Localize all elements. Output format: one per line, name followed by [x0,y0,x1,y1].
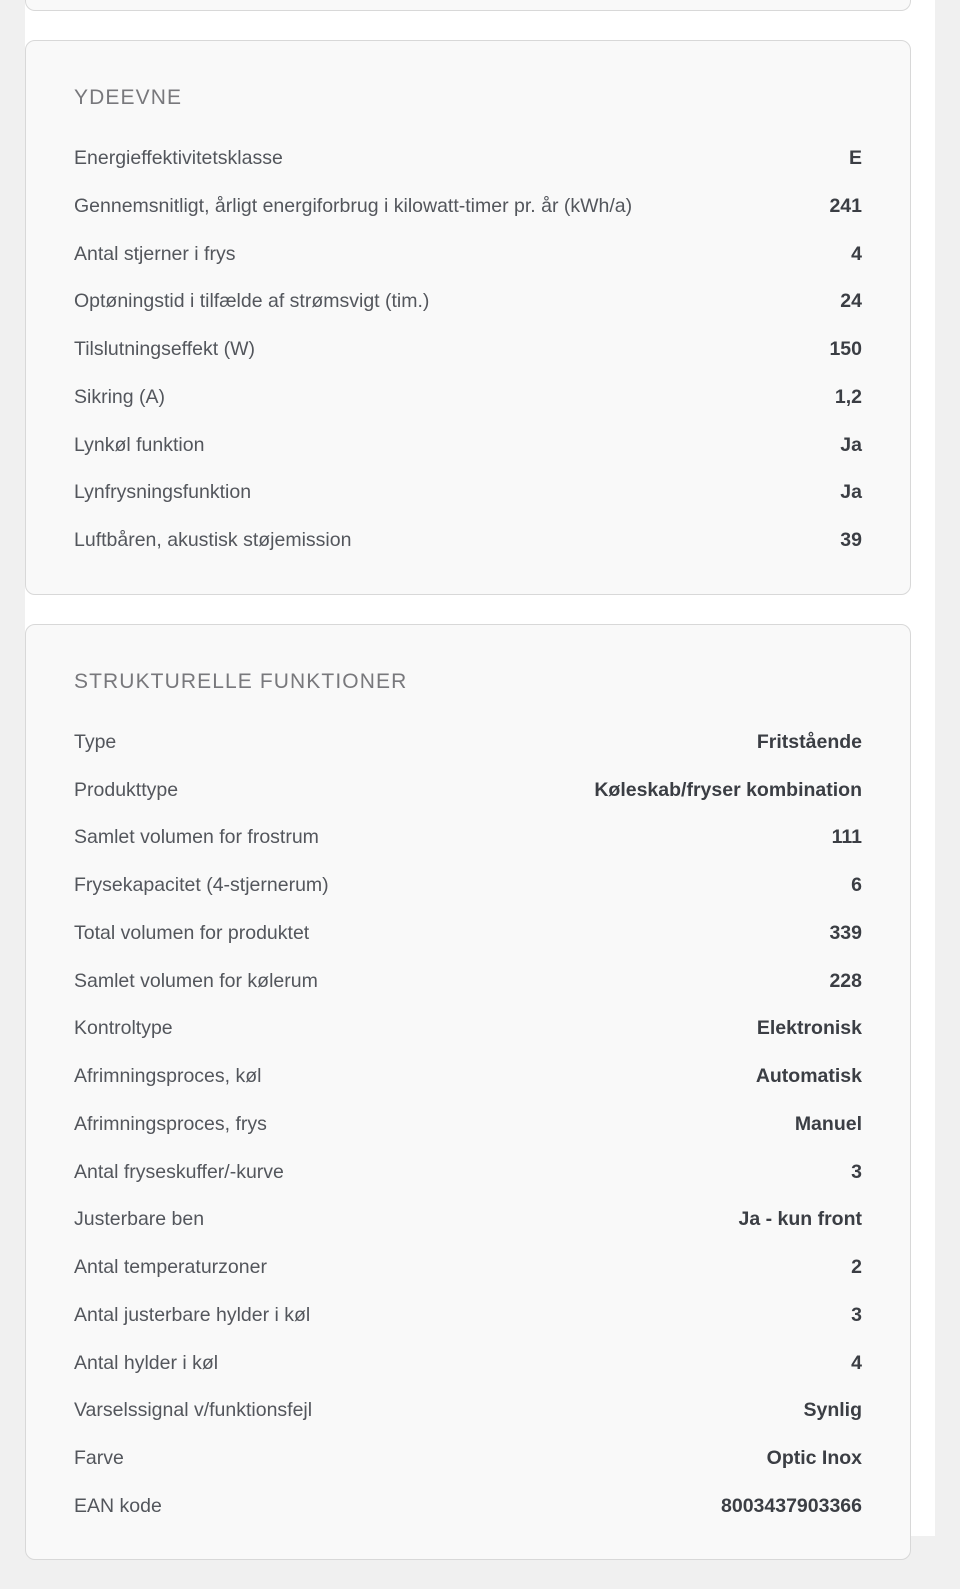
spec-row [74,730,862,778]
spec-row [74,1112,862,1160]
spec-label: Luftbåren, akustisk støjemission [74,529,352,552]
spec-value: 4 [851,242,862,265]
spec-value: 39 [840,529,862,552]
spec-value: 150 [829,338,862,361]
spec-label: Samlet volumen for kølerum [74,969,318,992]
spec-value: Elektronisk [756,1017,862,1040]
spec-value: 1,2 [834,385,862,408]
section-title: YDEEVNE [74,86,183,109]
spec-card-body [26,41,910,594]
spec-value: E [848,147,862,170]
spec-label: Varselssignal v/funktionsfejl [74,1399,313,1422]
spec-label: Gennemsnitligt, årligt energiforbrug i kilowatt-timer pr. år (kWh/a) [74,194,633,217]
spec-value: 3 [851,1160,862,1183]
spec-label: Optøningstid i tilfælde af strømsvigt (tim.) [74,290,430,313]
spec-value: Synlig [803,1399,862,1422]
spec-label: Type [74,730,117,753]
spec-value: 8003437903366 [721,1494,862,1517]
spec-value: Køleskab/fryser kombination [594,778,862,801]
spec-label: Produkttype [74,778,179,801]
spec-value: Ja [840,481,862,504]
spec-row [74,480,862,528]
spec-row [74,1494,862,1520]
spec-label: EAN kode [74,1494,162,1517]
spec-row [74,1016,862,1064]
spec-card [25,40,911,595]
spec-card [25,624,911,1561]
spec-row [74,1398,862,1446]
section-title: STRUKTURELLE FUNKTIONER [74,669,408,693]
spec-row [74,825,862,873]
spec-row [74,194,862,242]
spec-label: Tilslutningseffekt (W) [74,338,255,361]
spec-row [74,969,862,1017]
spec-row [74,1255,862,1303]
spec-label: Antal fryseskuffer/-kurve [74,1160,284,1183]
spec-label: Afrimningsproces, køl [74,1065,262,1088]
spec-row [74,289,862,337]
spec-row [74,528,862,554]
spec-value: 6 [851,874,862,897]
spec-row [74,1160,862,1208]
spec-value: Fritstående [756,730,862,753]
spec-label: Antal hylder i køl [74,1351,219,1374]
spec-row [74,921,862,969]
spec-value: 339 [829,921,862,944]
spec-label: Afrimningsproces, frys [74,1112,267,1135]
spec-value: 228 [829,969,862,992]
spec-label: Kontroltype [74,1017,173,1040]
spec-row [74,1064,862,1112]
right-edge-strip [935,0,960,1536]
spec-row [74,1207,862,1255]
previous-card-partial [25,0,911,11]
left-edge-strip [0,0,25,1536]
spec-label: Lynkøl funktion [74,433,205,456]
spec-card-body [26,625,910,1560]
spec-row [74,1351,862,1399]
spec-value: 2 [851,1256,862,1279]
spec-value: 111 [831,826,862,849]
spec-row [74,385,862,433]
spec-value: Ja [840,433,862,456]
spec-value: 241 [829,194,862,217]
spec-label: Lynfrysningsfunktion [74,481,252,504]
spec-label: Samlet volumen for frostrum [74,826,319,849]
spec-value: 4 [851,1351,862,1374]
spec-value: Optic Inox [766,1447,862,1469]
spec-row [74,146,862,194]
spec-label: Antal justerbare hylder i køl [74,1303,311,1326]
spec-label: Total volumen for produktet [74,921,310,944]
spec-value: 3 [851,1303,862,1326]
spec-value: Manuel [794,1112,862,1135]
spec-row [74,1446,862,1494]
spec-label: Energieffektivitetsklasse [74,147,283,170]
spec-value: Ja - kun front [738,1208,862,1231]
spec-row [74,778,862,826]
spec-value: 24 [840,290,862,313]
spec-row [74,1303,862,1351]
spec-row [74,433,862,481]
spec-label: Farve [74,1447,124,1469]
spec-row [74,873,862,921]
spec-label: Justerbare ben [74,1208,205,1231]
spec-row [74,242,862,290]
spec-label: Antal stjerner i frys [74,242,236,265]
spec-value: Automatisk [755,1065,862,1088]
spec-row [74,337,862,385]
spec-label: Sikring (A) [74,385,166,408]
spec-label: Antal temperaturzoner [74,1256,267,1279]
spec-label: Frysekapacitet (4-stjernerum) [74,874,329,897]
spec-card-list [25,0,911,1589]
